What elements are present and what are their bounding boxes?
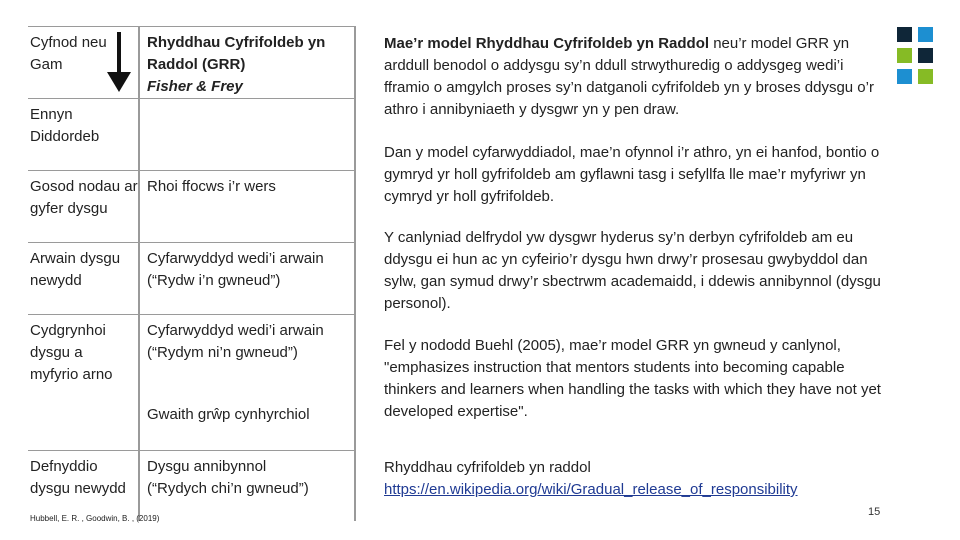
table-cell-guided-we-do [147,320,347,364]
row-rule [28,98,355,99]
we-do-text: (“Rydym ni’n gwneud”) [147,344,298,361]
grr-intro-rest: neu’r model GRR yn arddull benodol o addysgu sy’n ddull strwythuredig o addysgeg wedi’i fframio o amgylch proses sy’n datganoli cyfrifoldeb yn y broses ddysgu o’r athro i annibyniaeth y dysgwr yn y pen draw. [384,35,874,118]
logo-square [897,48,912,63]
table-cell-group-work: Gwaith grŵp cynhyrchiol [147,406,310,423]
logo-square [918,27,933,42]
paragraph-buehl: Fel y nododd Buehl (2005), mae’r model GRR yn gwneud y canlynol, "emphasizes instruction that mentors students into becoming capable thinkers and learners when handling the tasks with which they have not yet developed expertise". [384,337,881,420]
grr-authors: Fisher & Frey [147,78,243,95]
grr-title: Rhyddhau Cyfrifoldeb yn Raddol (GRR) [147,34,326,73]
table-cell-grr-header [147,32,347,98]
logo-square [918,69,933,84]
paragraph-model: Dan y model cyfarwyddiadol, mae’n ofynnol i’r athro, yn ei hanfod, bontio o gymryd yr holl gyfrifoldeb am gyflawni tasg i sefyllfa lle mae’r myfyriwr yn cymryd yr holl gyfrifoldeb. [384,144,880,205]
page-number: 15 [868,506,881,518]
independent-text: Dysgu annibynnol [147,458,267,475]
table-cell-independent [147,456,347,500]
down-arrow-icon [104,30,134,94]
table-cell-lead-learning: Arwain dysgu newydd [30,250,121,289]
guided-text: Cyfarwyddyd wedi’i arwain [147,250,324,267]
guided-text: Cyfarwyddyd wedi’i arwain [147,322,324,339]
table-cell-guided-i-do [147,248,347,292]
citation: Hubbell, E. R. , Goodwin, B. , (2019) [30,514,160,523]
table-divider-left [138,26,140,521]
logo-square [897,69,912,84]
paragraph-grr-intro [384,33,884,121]
row-rule [28,242,355,243]
paragraph-outcome: Y canlyniad delfrydol yw dysgwr hyderus sy’n derbyn cyfrifoldeb am eu ddysgu ei hun ac yn cyfeirio’r dysgu hwn drwy’r prosesau gwybyddol dan sylw, gan symud drwy’r sbectrwm academaidd, i ddewis annibynnol (dysgu personol). [384,229,881,312]
table-cell-goals: Gosod nodau ar gyfer dysgu [30,178,138,217]
table-cell-consolidate: Cydgrynhoi dysgu a myfyrio arno [30,322,113,383]
row-rule [28,450,355,451]
table-cell-focus: Rhoi ffocws i’r wers [147,178,276,195]
table-cell-stage-header: Cyfnod neu Gam [30,34,107,73]
logo-square [897,27,912,42]
you-do-text: (“Rydych chi’n gwneud”) [147,480,309,497]
paragraph-reference [384,457,884,501]
reference-label: Rhyddhau cyfrifoldeb yn raddol [384,459,591,476]
row-rule [28,26,355,27]
row-rule [28,314,355,315]
table-cell-engage: Ennyn Diddordeb [30,106,100,145]
reference-link[interactable]: https://en.wikipedia.org/wiki/Gradual_release_of_responsibility [384,481,798,498]
i-do-text: (“Rydw i’n gwneud”) [147,272,281,289]
row-rule [28,170,355,171]
grr-intro-bold: Mae’r model Rhyddhau Cyfrifoldeb yn Raddol [384,35,710,52]
logo-square [918,48,933,63]
table-cell-apply: Defnyddio dysgu newydd [30,458,126,497]
table-divider-right [354,26,356,521]
